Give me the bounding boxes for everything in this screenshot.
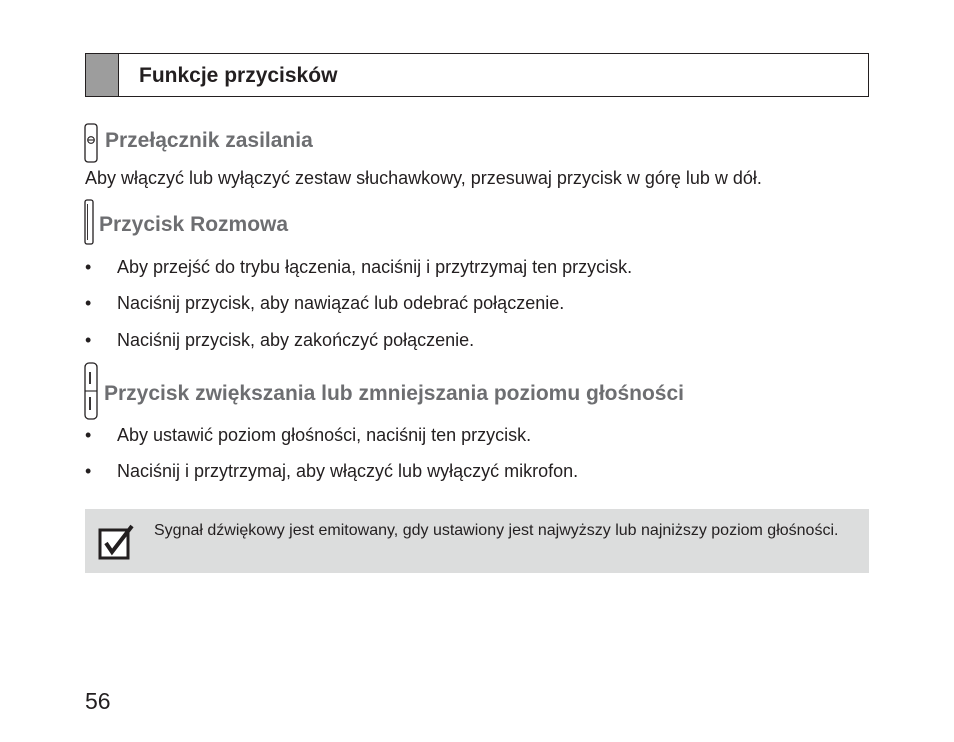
list-bullet: • bbox=[85, 461, 92, 481]
note-box bbox=[85, 509, 869, 573]
power-switch-icon bbox=[84, 123, 98, 163]
list-bullet: • bbox=[85, 425, 92, 445]
page-number: 56 bbox=[85, 688, 111, 714]
volume-button-icon bbox=[84, 362, 98, 420]
list-bullet: • bbox=[85, 330, 92, 350]
checkbox-check-icon bbox=[98, 523, 138, 561]
power-switch-description: Aby włączyć lub wyłączyć zestaw słuchawkowy, przesuwaj przycisk w górę lub w dół. bbox=[85, 168, 762, 188]
list-item: Naciśnij i przytrzymaj, aby włączyć lub wyłączyć mikrofon. bbox=[117, 461, 579, 481]
list-bullet: • bbox=[85, 257, 92, 277]
list-item: Naciśnij przycisk, aby nawiązać lub odebrać połączenie. bbox=[117, 293, 565, 313]
talk-button-title: Przycisk Rozmowa bbox=[99, 213, 289, 236]
header-accent-block bbox=[86, 54, 119, 96]
section-header bbox=[85, 53, 869, 97]
note-text: Sygnał dźwiękowy jest emitowany, gdy ustawiony jest najwyższy lub najniższy poziom głośności. bbox=[154, 522, 839, 539]
power-switch-title: Przełącznik zasilania bbox=[105, 129, 313, 152]
talk-button-icon bbox=[84, 199, 94, 245]
list-item: Aby ustawić poziom głośności, naciśnij ten przycisk. bbox=[117, 425, 532, 445]
page-title: Funkcje przycisków bbox=[139, 64, 338, 87]
list-item: Naciśnij przycisk, aby zakończyć połączenie. bbox=[117, 330, 475, 350]
list-bullet: • bbox=[85, 293, 92, 313]
list-item: Aby przejść do trybu łączenia, naciśnij i przytrzymaj ten przycisk. bbox=[117, 257, 633, 277]
volume-button-title: Przycisk zwiększania lub zmniejszania poziomu głośności bbox=[104, 382, 685, 405]
